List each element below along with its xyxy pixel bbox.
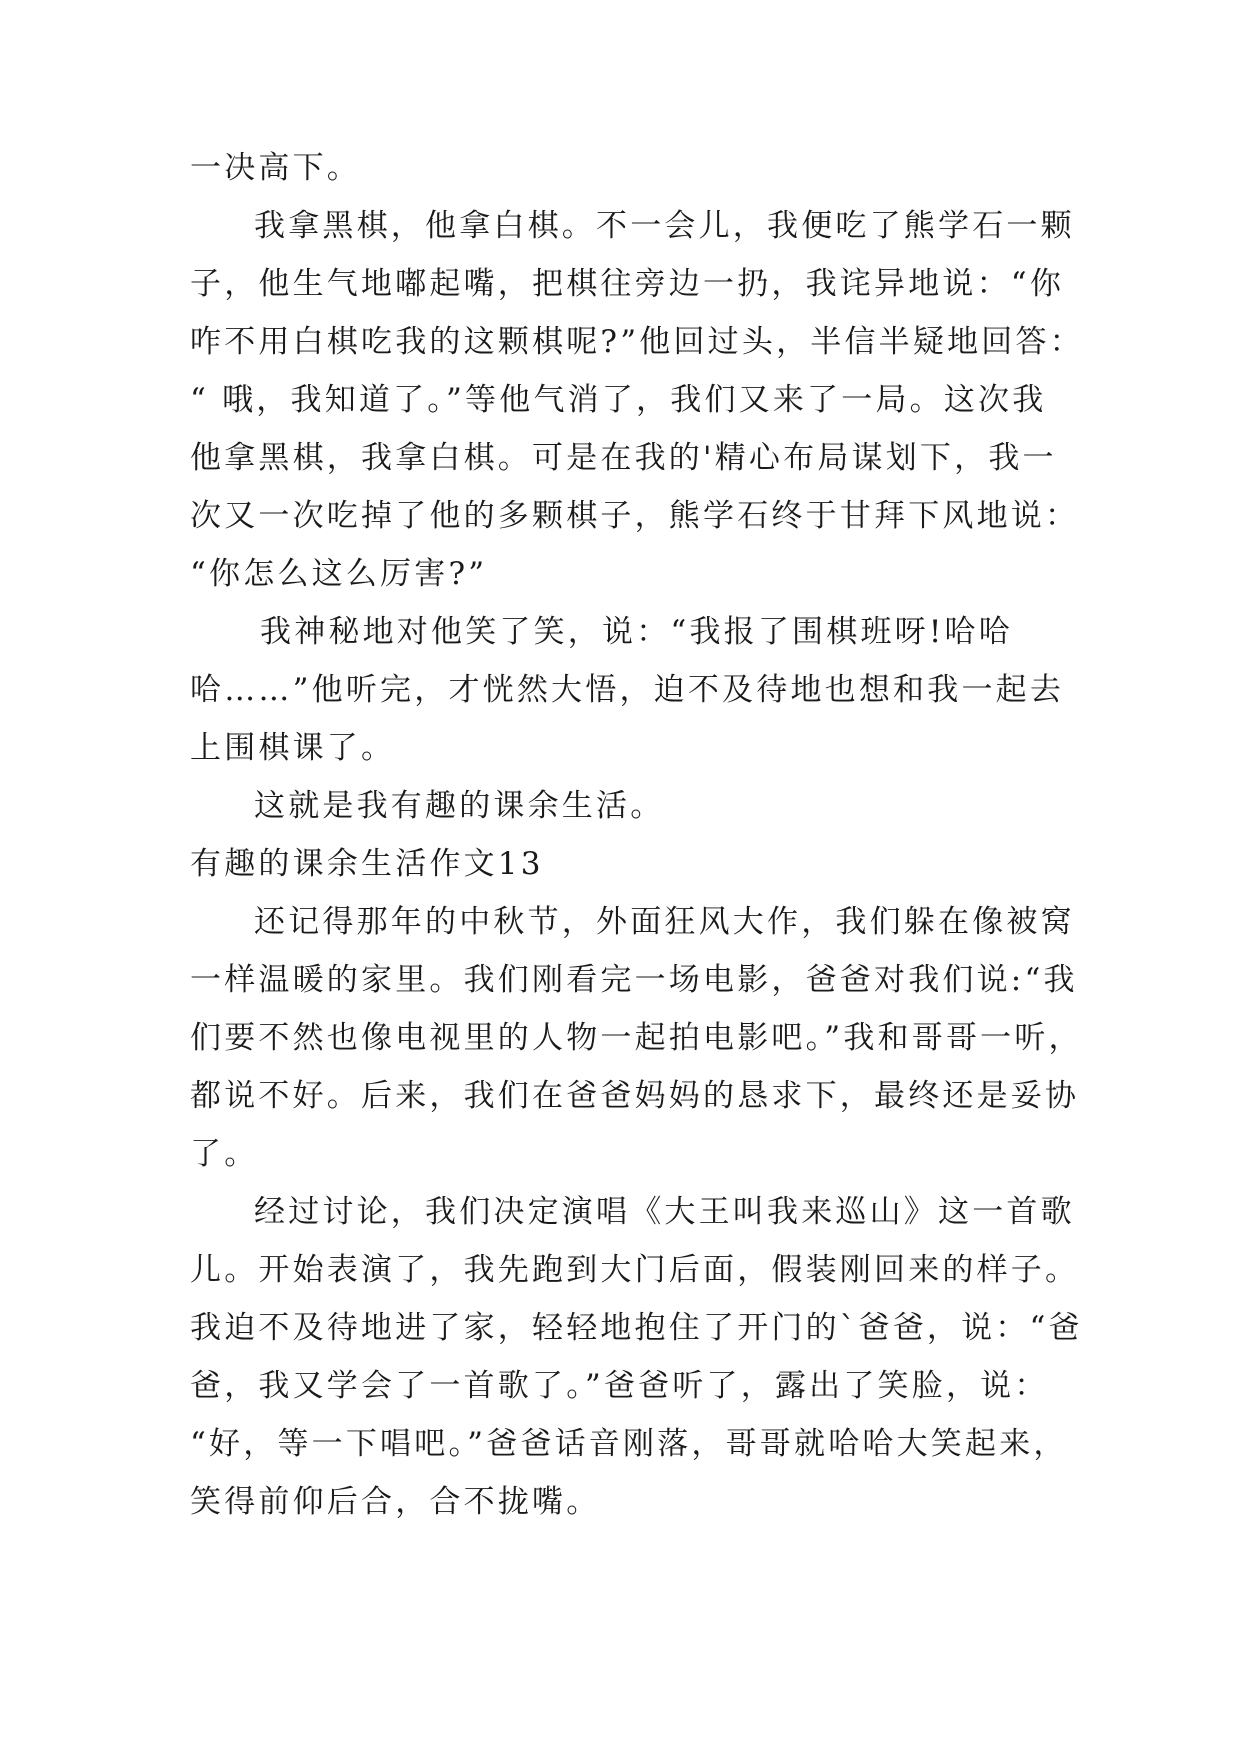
text-line: 笑得前仰后合，合不拢嘴。	[190, 1484, 601, 1520]
text-line: 咋不用白棋吃我的这颗棋呢?”他回过头，半信半疑地回答：	[190, 324, 1084, 360]
text-line: 爸，我又学会了一首歌了。”爸爸听了，露出了笑脸，说：	[190, 1368, 1049, 1404]
text-line: 们要不然也像电视里的人物一起拍电影吧。”我和哥哥一听，	[190, 1020, 1083, 1056]
text-line: “ 哦，我知道了。”等他气消了，我们又来了一局。这次我	[190, 382, 1047, 418]
text-line: “你怎么这么厉害?”	[190, 556, 488, 592]
text-line: 一决高下。	[190, 150, 361, 186]
paragraph-start: 我神秘地对他笑了笑，说：“我报了围棋班呀!哈哈	[260, 614, 1013, 650]
text-line: 都说不好。后来，我们在爸爸妈妈的恳求下，最终还是妥协	[190, 1078, 1080, 1114]
text-line: 儿。开始表演了，我先跑到大门后面，假装刚回来的样子。	[190, 1252, 1080, 1288]
paragraph-start: 我拿黑棋，他拿白棋。不一会儿，我便吃了熊学石一颗	[254, 208, 1075, 244]
text-line: 我迫不及待地进了家，轻轻地抱住了开门的`爸爸，说：“爸	[190, 1310, 1083, 1346]
paragraph-start: 经过讨论，我们决定演唱《大王叫我来巡山》这一首歌	[254, 1194, 1075, 1230]
text-line: 哈……”他听完，才恍然大悟，迫不及待地也想和我一起去	[190, 672, 1065, 708]
text-line: 上围棋课了。	[190, 730, 396, 766]
text-line: 一样温暖的家里。我们刚看完一场电影，爸爸对我们说:“我	[190, 962, 1078, 998]
paragraph-start: 这就是我有趣的课余生活。	[254, 788, 665, 824]
text-line: “好，等一下唱吧。”爸爸话音刚落，哥哥就哈哈大笑起来，	[190, 1426, 1068, 1462]
section-title: 有趣的课余生活作文13	[190, 846, 544, 882]
text-line: 子，他生气地嘟起嘴，把棋往旁边一扔，我诧异地说：“你	[190, 266, 1065, 302]
text-line: 他拿黑棋，我拿白棋。可是在我的'精心布局谋划下，我一	[190, 440, 1057, 476]
text-line: 次又一次吃掉了他的多颗棋子，熊学石终于甘拜下风地说：	[190, 498, 1080, 534]
text-line: 了。	[190, 1136, 259, 1172]
paragraph-start: 还记得那年的中秋节，外面狂风大作，我们躲在像被窝	[254, 904, 1075, 940]
